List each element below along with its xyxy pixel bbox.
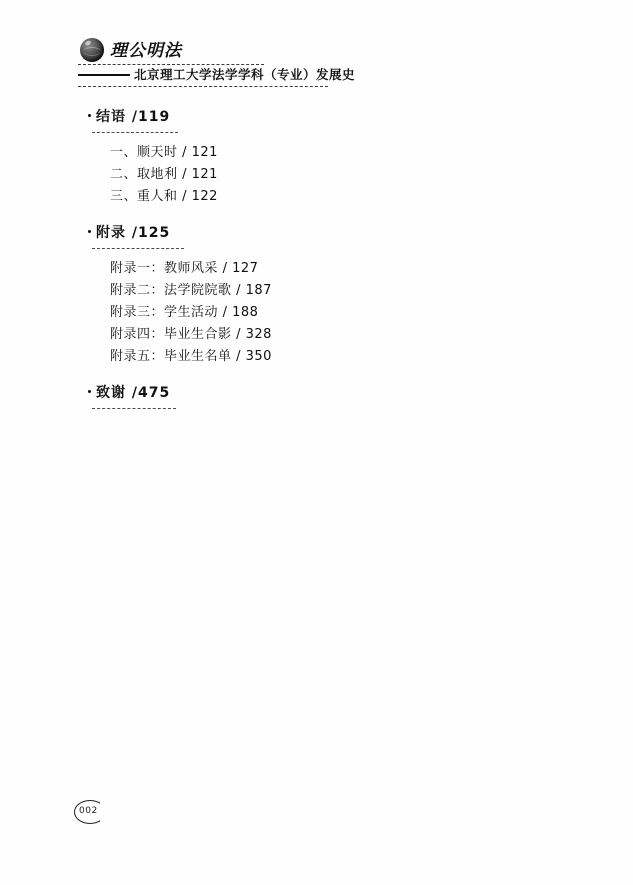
book-title: 理公明法: [110, 41, 182, 61]
toc-section-title: 致谢 /475: [96, 385, 171, 401]
toc-section-conclusion: [84, 106, 554, 208]
toc-section-acknowledgement: [84, 382, 554, 409]
book-subtitle-row: [78, 65, 558, 85]
toc-section-underline: [92, 132, 178, 133]
toc-section-underline: [92, 408, 176, 409]
table-of-contents: [84, 106, 554, 418]
header-divider-top: [78, 64, 264, 65]
toc-section-underline: [92, 248, 184, 249]
toc-entry[interactable]: 附录一：教师风采 / 127: [110, 261, 259, 276]
spacer: [84, 370, 554, 382]
folio-ring-cut: [100, 802, 110, 822]
spacer: [84, 210, 554, 222]
header-rule: [78, 74, 130, 76]
globe-sphere-icon: [78, 38, 106, 66]
bullet-dot-icon: [88, 114, 91, 117]
header-divider-bottom: [78, 86, 328, 87]
toc-section-heading[interactable]: [84, 106, 554, 130]
bullet-dot-icon: [88, 230, 91, 233]
page-number-badge: [74, 800, 108, 826]
toc-section-title: 结语 /119: [96, 109, 171, 125]
toc-entry[interactable]: 附录二：法学院院歌 / 187: [110, 283, 272, 298]
toc-section-heading[interactable]: [84, 382, 554, 406]
toc-section-heading[interactable]: [84, 222, 554, 246]
book-subtitle: 北京理工大学法学学科（专业）发展史: [134, 67, 356, 82]
toc-section-title: 附录 /125: [96, 225, 171, 241]
toc-entry[interactable]: 三、重人和 / 122: [110, 189, 218, 204]
page-header: [78, 36, 558, 88]
toc-entry[interactable]: 附录五：毕业生名单 / 350: [110, 349, 272, 364]
toc-entry[interactable]: 一、顺天时 / 121: [110, 145, 218, 160]
toc-entry[interactable]: 附录四：毕业生合影 / 328: [110, 327, 272, 342]
toc-entry[interactable]: 二、取地利 / 121: [110, 167, 218, 182]
toc-entry[interactable]: 附录三：学生活动 / 188: [110, 305, 259, 320]
toc-section-appendix: [84, 222, 554, 368]
bullet-dot-icon: [88, 390, 91, 393]
page-number: 002: [79, 806, 98, 816]
